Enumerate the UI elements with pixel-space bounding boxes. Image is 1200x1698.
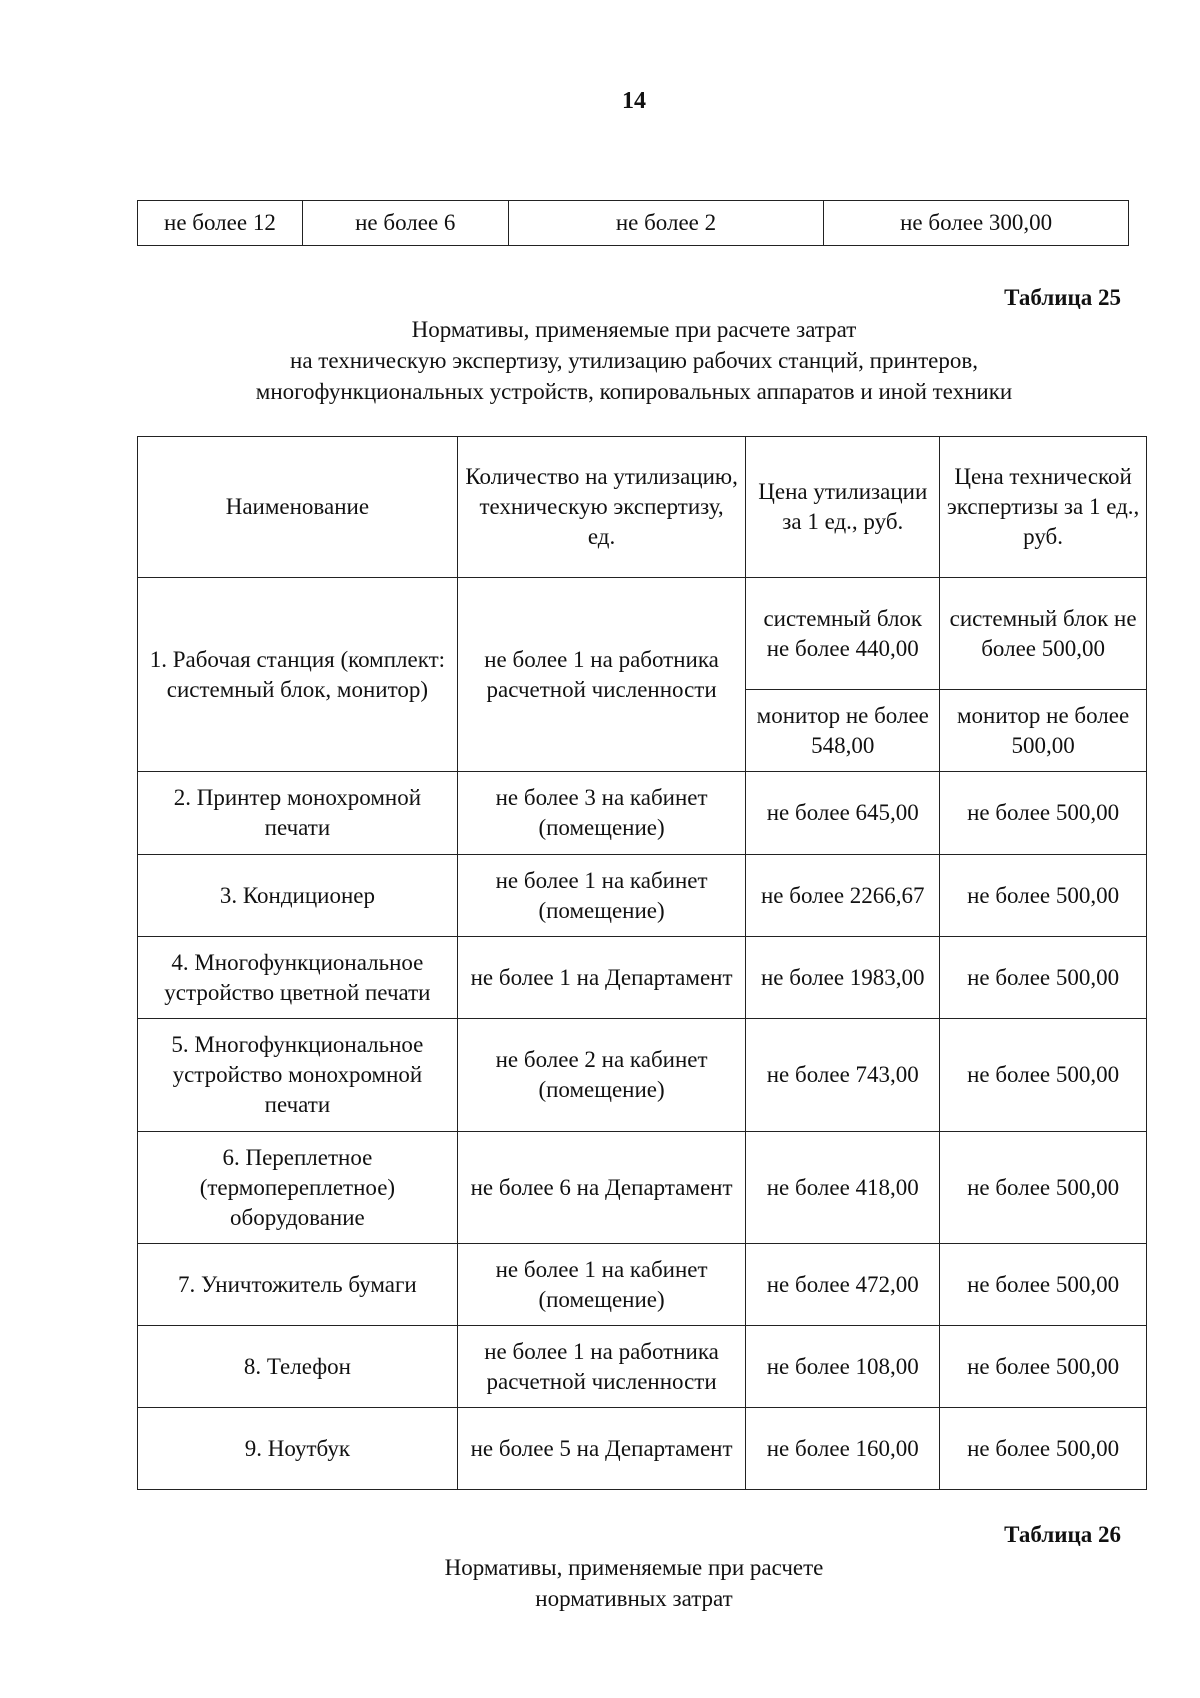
table-row — [138, 1408, 1147, 1490]
row-expertise-price: не более 500,00 — [940, 1244, 1147, 1326]
row-expertise-price: не более 500,00 — [940, 855, 1147, 937]
row-expertise-price: монитор не более 500,00 — [940, 690, 1147, 772]
caption-line: нормативных затрат — [535, 1586, 733, 1611]
row-expertise-price: не более 500,00 — [940, 937, 1147, 1019]
row-utilization-price: не более 2266,67 — [746, 855, 940, 937]
row-utilization-price: не более 472,00 — [746, 1244, 940, 1326]
row-utilization-price: монитор не более 548,00 — [746, 690, 940, 772]
row-expertise-price: не более 500,00 — [940, 772, 1147, 855]
caption-line: на техническую экспертизу, утилизацию рабочих станций, принтеров, — [290, 348, 978, 373]
row-quantity: не более 5 на Департамент — [457, 1408, 746, 1490]
table-row — [138, 1019, 1147, 1132]
table-header-row — [138, 437, 1147, 578]
header-name: Наименование — [138, 437, 458, 578]
table-row — [138, 772, 1147, 855]
row-quantity: не более 1 на Департамент — [457, 937, 746, 1019]
header-expertise-price: Цена технической экспертизы за 1 ед., руб. — [940, 437, 1147, 578]
row-quantity: не более 3 на кабинет (помещение) — [457, 772, 746, 855]
table-25-caption — [0, 314, 1200, 407]
header-utilization-price: Цена утилизации за 1 ед., руб. — [746, 437, 940, 578]
row-expertise-price: системный блок не более 500,00 — [940, 578, 1147, 690]
caption-line: Нормативы, применяемые при расчете затрат — [411, 317, 857, 342]
table-row — [138, 1244, 1147, 1326]
row-name: 6. Переплетное (термопереплетное) оборудование — [138, 1132, 458, 1244]
table-row — [138, 1326, 1147, 1408]
row-utilization-price: не более 645,00 — [746, 772, 940, 855]
table-25 — [137, 436, 1147, 1490]
row-expertise-price: не более 500,00 — [940, 1408, 1147, 1490]
table-26-label: Таблица 26 — [1004, 1522, 1121, 1547]
row-name: 2. Принтер монохромной печати — [138, 772, 458, 855]
continuation-table — [137, 200, 1129, 246]
caption-line: Нормативы, применяемые при расчете — [444, 1555, 824, 1580]
page-number: 14 — [622, 88, 646, 114]
row-utilization-price: не более 108,00 — [746, 1326, 940, 1408]
row-name: 3. Кондиционер — [138, 855, 458, 937]
row-utilization-price: не более 160,00 — [746, 1408, 940, 1490]
table-25-label: Таблица 25 — [1004, 285, 1121, 310]
table-cell: не более 6 — [302, 201, 508, 246]
table-row — [138, 578, 1147, 690]
table-row — [138, 201, 1129, 246]
row-expertise-price: не более 500,00 — [940, 1019, 1147, 1132]
row-quantity: не более 6 на Департамент — [457, 1132, 746, 1244]
row-name: 9. Ноутбук — [138, 1408, 458, 1490]
row-utilization-price: не более 418,00 — [746, 1132, 940, 1244]
caption-line: многофункциональных устройств, копировальных аппаратов и иной техники — [255, 379, 1013, 404]
table-cell: не более 12 — [138, 201, 303, 246]
row-quantity: не более 1 на кабинет (помещение) — [457, 855, 746, 937]
row-name: 8. Телефон — [138, 1326, 458, 1408]
row-name: 5. Многофункциональное устройство монохромной печати — [138, 1019, 458, 1132]
table-row — [138, 1132, 1147, 1244]
row-quantity: не более 2 на кабинет (помещение) — [457, 1019, 746, 1132]
header-quantity: Количество на утилизацию, техническую экспертизу, ед. — [457, 437, 746, 578]
table-cell: не более 300,00 — [824, 201, 1129, 246]
table-row — [138, 937, 1147, 1019]
row-expertise-price: не более 500,00 — [940, 1326, 1147, 1408]
row-name: 7. Уничтожитель бумаги — [138, 1244, 458, 1326]
row-quantity: не более 1 на кабинет (помещение) — [457, 1244, 746, 1326]
table-26-caption — [0, 1552, 1200, 1614]
row-quantity: не более 1 на работника расчетной численности — [457, 1326, 746, 1408]
row-utilization-price: не более 743,00 — [746, 1019, 940, 1132]
row-quantity: не более 1 на работника расчетной численности — [457, 578, 746, 772]
row-expertise-price: не более 500,00 — [940, 1132, 1147, 1244]
table-cell: не более 2 — [508, 201, 824, 246]
table-row — [138, 855, 1147, 937]
row-name: 1. Рабочая станция (комплект: системный блок, монитор) — [138, 578, 458, 772]
row-name: 4. Многофункциональное устройство цветной печати — [138, 937, 458, 1019]
row-utilization-price: системный блок не более 440,00 — [746, 578, 940, 690]
row-utilization-price: не более 1983,00 — [746, 937, 940, 1019]
